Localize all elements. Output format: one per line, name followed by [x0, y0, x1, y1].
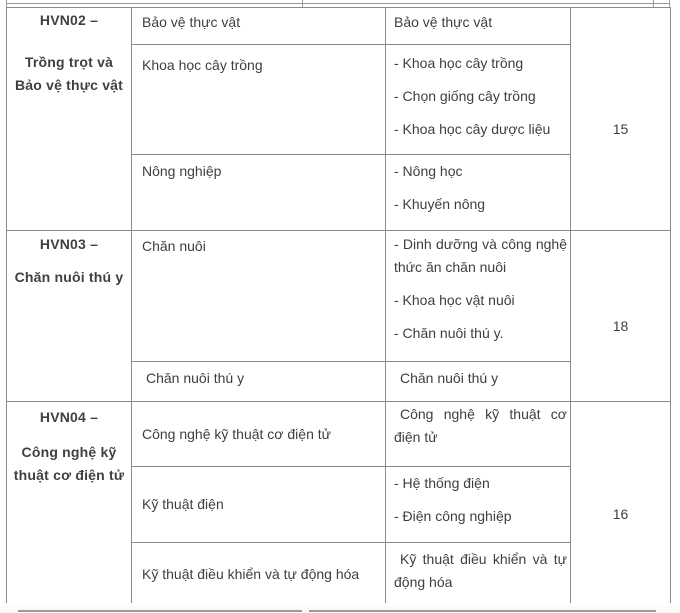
- quota-cell: [571, 402, 671, 607]
- specialization-cell: [386, 8, 571, 45]
- specialization-item: Chăn nuôi thú y: [400, 370, 499, 386]
- major-name: Nông nghiệp: [142, 163, 222, 179]
- group-name-line: Trồng trọt và: [24, 54, 114, 70]
- specialization-cell: [386, 402, 571, 467]
- specialization-item: - Khuyến nông: [394, 196, 486, 212]
- specialization-cell: [386, 155, 571, 231]
- table-row: [7, 8, 671, 45]
- major-name: Bảo vệ thực vật: [142, 14, 241, 30]
- table-row: [7, 231, 671, 362]
- quota-value: 15: [612, 120, 629, 137]
- specialization-item: - Chọn giống cây trồng: [394, 88, 536, 104]
- major-cell: [132, 362, 386, 402]
- major-name: Công nghệ kỹ thuật cơ điện tử: [142, 425, 331, 442]
- admissions-table: [6, 7, 671, 607]
- top-partial-row-border-right: [669, 0, 670, 7]
- group-code: HVN03 –: [39, 236, 99, 252]
- group-name-line: Công nghệ kỹ: [21, 444, 117, 460]
- top-partial-row-border-mid: [302, 0, 303, 7]
- specialization-item: Công nghệ kỹ thuật cơ điện tử: [394, 406, 567, 445]
- specialization-item: - Hệ thống điện: [394, 475, 490, 491]
- specialization-item: - Chăn nuôi thú y.: [394, 325, 504, 341]
- group-code: HVN04 –: [39, 409, 99, 425]
- specialization-cell: [386, 543, 571, 607]
- quota-cell: [571, 8, 671, 231]
- top-partial-row-border-left: [6, 0, 7, 7]
- top-partial-row-border-mid2: [653, 0, 654, 7]
- major-name: Kỹ thuật điều khiển và tự động hóa: [142, 566, 360, 582]
- specialization-item: Bảo vệ thực vật: [394, 14, 493, 30]
- major-cell: [132, 231, 386, 362]
- group-code-cell: [7, 8, 132, 231]
- quota-value: 18: [612, 317, 629, 334]
- group-name-line: thuật cơ điện tử: [13, 467, 125, 483]
- specialization-item: Kỹ thuật điều khiển và tự động hóa: [394, 551, 567, 590]
- major-name: Chăn nuôi: [142, 238, 206, 254]
- bottom-partial-row-line: [309, 610, 656, 612]
- top-partial-row-line: [6, 3, 670, 4]
- specialization-item: - Nông học: [394, 163, 463, 179]
- specialization-cell: [386, 231, 571, 362]
- major-cell: [132, 467, 386, 543]
- group-name-line: Bảo vệ thực vật: [14, 77, 124, 93]
- specialization-item: - Khoa học vật nuôi: [394, 292, 515, 308]
- major-cell: [132, 543, 386, 607]
- bottom-partial-row-line: [18, 610, 302, 612]
- major-name: Chăn nuôi thú y: [146, 370, 245, 386]
- specialization-cell: [386, 467, 571, 543]
- group-code: HVN02 –: [39, 12, 99, 28]
- major-cell: [132, 8, 386, 45]
- group-code-cell: [7, 231, 132, 402]
- major-name: Kỹ thuật điện: [142, 496, 224, 512]
- quota-cell: [571, 231, 671, 402]
- specialization-cell: [386, 45, 571, 155]
- table-row: [7, 402, 671, 467]
- specialization-item: - Khoa học cây dược liệu: [394, 121, 551, 137]
- major-name: Khoa học cây trồng: [142, 57, 263, 73]
- specialization-item: - Điện công nghiệp: [394, 508, 512, 524]
- specialization-cell: [386, 362, 571, 402]
- specialization-item: - Khoa học cây trồng: [394, 55, 524, 71]
- major-cell: [132, 45, 386, 155]
- major-cell: [132, 155, 386, 231]
- group-code-cell: [7, 402, 132, 607]
- specialization-item: - Dinh dưỡng và công nghệ thức ăn chăn nuôi: [394, 236, 567, 275]
- major-cell: [132, 402, 386, 467]
- quota-value: 16: [612, 505, 629, 522]
- group-name-line: Chăn nuôi thú y: [14, 269, 124, 285]
